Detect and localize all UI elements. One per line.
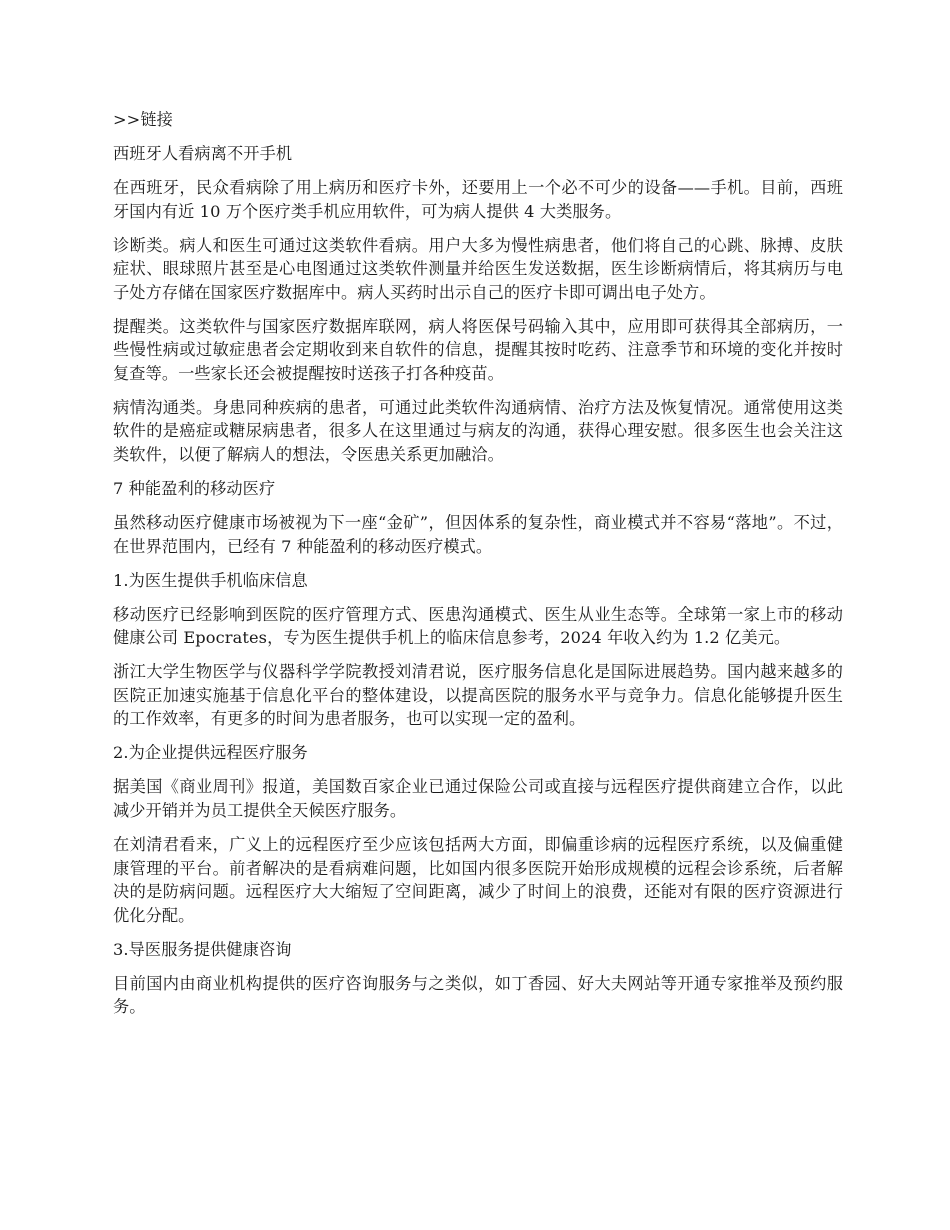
section-title-spain: 西班牙人看病离不开手机 bbox=[113, 143, 293, 163]
document-body bbox=[113, 108, 843, 1029]
section-title-seven-models: 7 种能盈利的移动医疗 bbox=[113, 479, 276, 499]
paragraph-spain-intro: 在西班牙，民众看病除了用上病历和医疗卡外，还要用上一个必不可少的设备——手机。目前，西班牙国内有近 10 万个医疗类手机应用软件，可为病人提供 4 大类服务。 bbox=[113, 177, 843, 221]
paragraph-businessweek: 据美国《商业周刊》报道，美国数百家企业已通过保险公司或直接与远程医疗提供商建立合作，以此减少开销并为员工提供全天候医疗服务。 bbox=[113, 777, 843, 820]
subheading-model-1: 1.为医生提供手机临床信息 bbox=[113, 570, 308, 590]
paragraph-diagnosis: 诊断类。病人和医生可通过这类软件看病。用户大多为慢性病患者，他们将自己的心跳、脉搏、皮肤症状、眼球照片甚至是心电图通过这类软件测量并给医生发送数据，医生诊断病情后，将其病历与电子处方存储在国家医疗数据库中。病人买药时出示自己的医疗卡即可调出电子处方。 bbox=[113, 235, 843, 302]
paragraph-seven-models-intro: 虽然移动医疗健康市场被视为下一座“金矿”，但因体系的复杂性，商业模式并不容易“落地”。不过，在世界范围内，已经有 7 种能盈利的移动医疗模式。 bbox=[113, 513, 843, 556]
paragraph-reminder: 提醒类。这类软件与国家医疗数据库联网，病人将医保号码输入其中，应用即可获得其全部病历，一些慢性病或过敏症患者会定期收到来自软件的信息，提醒其按时吃药、注意季节和环境的变化并按时复查等。一些家长还会被提醒按时送孩子打各种疫苗。 bbox=[113, 316, 843, 383]
link-marker: >>链接 bbox=[113, 110, 173, 129]
paragraph-telemedicine: 在刘清君看来，广义上的远程医疗至少应该包括两大方面，即偏重诊病的远程医疗系统，以及偏重健康管理的平台。前者解决的是看病难问题，比如国内很多医院开始形成规模的远程会诊系统，后者解决的是防病问题。远程医疗大大缩短了空间距离，减少了时间上的浪费，还能对有限的医疗资源进行优化分配。 bbox=[113, 834, 843, 925]
paragraph-consulting: 目前国内由商业机构提供的医疗咨询服务与之类似，如丁香园、好大夫网站等开通专家推举及预约服务。 bbox=[113, 973, 843, 1017]
paragraph-communication: 病情沟通类。身患同种疾病的患者，可通过此类软件沟通病情、治疗方法及恢复情况。通常使用这类软件的是癌症或糖尿病患者，很多人在这里通过与病友的沟通，获得心理安慰。很多医生也会关注这类软件，以便了解病人的想法，令医患关系更加融洽。 bbox=[113, 397, 843, 465]
paragraph-epocrates: 移动医疗已经影响到医院的医疗管理方式、医患沟通模式、医生从业生态等。全球第一家上市的移动健康公司 Epocrates，专为医生提供手机上的临床信息参考，2024 年收入约为 1.2 亿美元。 bbox=[113, 604, 843, 648]
subheading-model-2: 2.为企业提供远程医疗服务 bbox=[113, 743, 308, 763]
paragraph-zhejiang: 浙江大学生物医学与仪器科学学院教授刘清君说，医疗服务信息化是国际进展趋势。国内越来越多的医院正加速实施基于信息化平台的整体建设，以提高医院的服务水平与竞争力。信息化能够提升医生的工作效率，有更多的时间为患者服务，也可以实现一定的盈利。 bbox=[113, 662, 843, 729]
subheading-model-3: 3.导医服务提供健康咨询 bbox=[113, 939, 292, 959]
